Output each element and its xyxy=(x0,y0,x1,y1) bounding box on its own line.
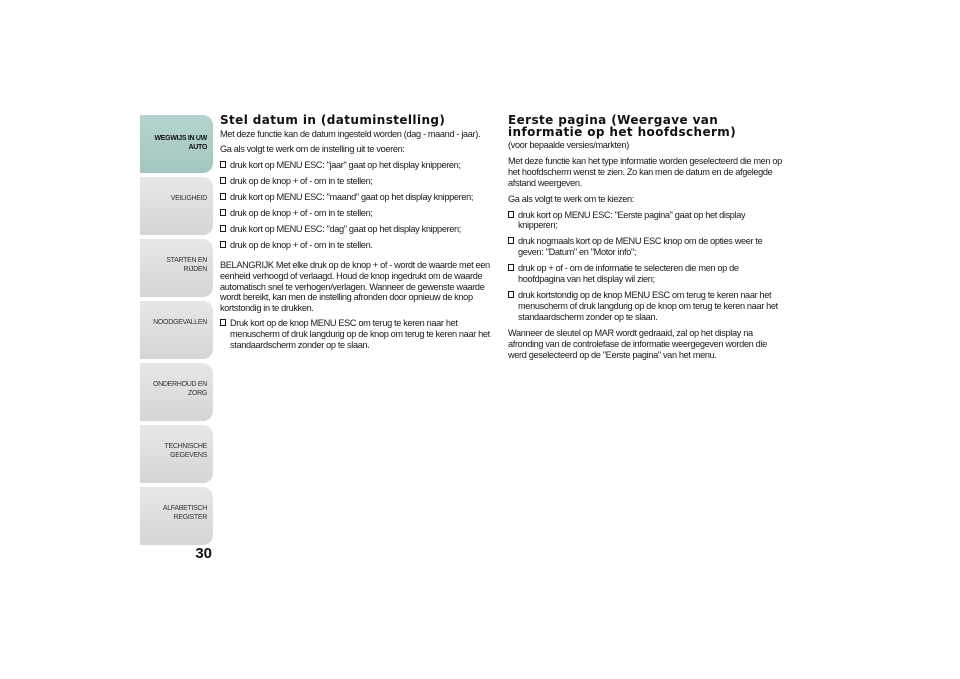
checkbox-bullet-icon xyxy=(508,237,514,244)
checkbox-bullet-icon xyxy=(508,264,514,271)
tab-label: WEGWIJS IN UW AUTO xyxy=(154,135,207,151)
step-text: druk kort op MENU ESC: "dag" gaat op het display knipperen; xyxy=(230,223,462,234)
step-text: druk kort op MENU ESC: "Eerste pagina" gaat op het display knipperen; xyxy=(518,209,746,231)
steps-list xyxy=(220,160,496,250)
checkbox-bullet-icon xyxy=(508,211,514,218)
step-text: druk op + of - om de informatie te selecteren die men op de hoofdpagina van het display wil zien; xyxy=(518,263,739,285)
final-steps-list xyxy=(220,318,496,351)
tab-starten-en-rijden[interactable] xyxy=(140,239,213,297)
list-item xyxy=(220,192,496,203)
list-item xyxy=(220,224,496,235)
steps-intro: Ga als volgt te werk om te kiezen: xyxy=(508,193,634,204)
list-item xyxy=(508,290,784,323)
intro-text: Met deze functie kan het type informatie worden geselecteerd die men op het hoofdscherm wenst te zien. Zo kan men de datum en de afgelegde afstand weergeven. xyxy=(508,155,782,188)
step-text: druk kortstondig op de knop MENU ESC om terug te keren naar het menuscherm of druk langdurig op de knop om terug te keren naar het standaardscherm zonder op te slaan. xyxy=(518,289,778,322)
list-item xyxy=(508,236,784,258)
checkbox-bullet-icon xyxy=(220,241,226,248)
checkbox-bullet-icon xyxy=(220,193,226,200)
tab-veiligheid[interactable] xyxy=(140,177,213,235)
list-item xyxy=(220,208,496,219)
tab-label: TECHNISCHE GEGEVENS xyxy=(164,443,207,459)
tab-label: NOODGEVALLEN xyxy=(153,319,207,326)
tab-technische-gegevens[interactable] xyxy=(140,425,213,483)
intro-text: Met deze functie kan de datum ingesteld worden (dag - maand - jaar). xyxy=(220,128,481,139)
step-text: druk kort op MENU ESC: "maand" gaat op het display knipperen; xyxy=(230,192,474,203)
date-setting-section xyxy=(220,115,496,356)
list-item xyxy=(220,160,496,171)
checkbox-bullet-icon xyxy=(220,161,226,168)
step-text: druk op de knop + of - om in te stellen; xyxy=(230,176,373,187)
tab-wegwijs-in-uw-auto[interactable] xyxy=(140,115,213,173)
tab-noodgevallen[interactable] xyxy=(140,301,213,359)
list-item xyxy=(220,240,496,251)
steps-intro: Ga als volgt te werk om de instelling uit te voeren: xyxy=(220,144,405,155)
checkbox-bullet-icon xyxy=(220,225,226,232)
first-page-section xyxy=(508,115,784,365)
tab-onderhoud-en-zorg[interactable] xyxy=(140,363,213,421)
checkbox-bullet-icon xyxy=(508,291,514,298)
step-text: druk nogmaals kort op de MENU ESC knop om de opties weer te geven: "Datum" en "Motor info"; xyxy=(518,236,763,258)
tab-label: STARTEN EN RIJDEN xyxy=(166,257,207,273)
step-text: Druk kort op de knop MENU ESC om terug te keren naar het menuscherm of druk langdurig op de knop om terug te keren naar het standaardscherm zonder op te slaan. xyxy=(230,318,490,351)
tab-alfabetisch-register[interactable] xyxy=(140,487,213,545)
section-subtitle: (voor bepaalde versies/markten) xyxy=(508,140,629,150)
page-number: 30 xyxy=(195,545,212,562)
outro-text: Wanneer de sleutel op MAR wordt gedraaid, zal op het display na afronding van de controlefase de informatie weergegeven worden die werd geselecteerd op de "Eerste pagina" van het menu. xyxy=(508,327,767,360)
step-text: druk op de knop + of - om in te stellen. xyxy=(230,239,373,250)
step-text: druk op de knop + of - om in te stellen; xyxy=(230,208,373,219)
section-heading: Eerste pagina (Weergave van informatie op het hoofdscherm) xyxy=(508,113,737,139)
list-item xyxy=(220,176,496,187)
step-text: druk kort op MENU ESC: "jaar" gaat op het display knipperen; xyxy=(230,160,461,171)
checkbox-bullet-icon xyxy=(220,319,226,326)
chapter-tabs xyxy=(140,115,213,549)
tab-label: ONDERHOUD EN ZORG xyxy=(153,381,207,397)
section-heading: Stel datum in (datuminstelling) xyxy=(220,113,446,127)
list-item xyxy=(508,210,784,232)
important-note: BELANGRIJK Met elke druk op de knop + of - wordt de waarde met een eenheid verhoogd of verlaagd. Houd de knop ingedrukt om de waarde automatisch snel te verhogen/verlagen. Wanneer de gewenste waarde wordt bereikt, kan men de instelling afronden door opnieuw de knop kortstondig in te drukken. xyxy=(220,259,490,314)
steps-list xyxy=(508,210,784,323)
list-item xyxy=(220,318,496,351)
checkbox-bullet-icon xyxy=(220,209,226,216)
checkbox-bullet-icon xyxy=(220,177,226,184)
tab-label: VEILIGHEID xyxy=(170,195,207,202)
tab-label: ALFABETISCH REGISTER xyxy=(162,505,207,521)
list-item xyxy=(508,263,784,285)
